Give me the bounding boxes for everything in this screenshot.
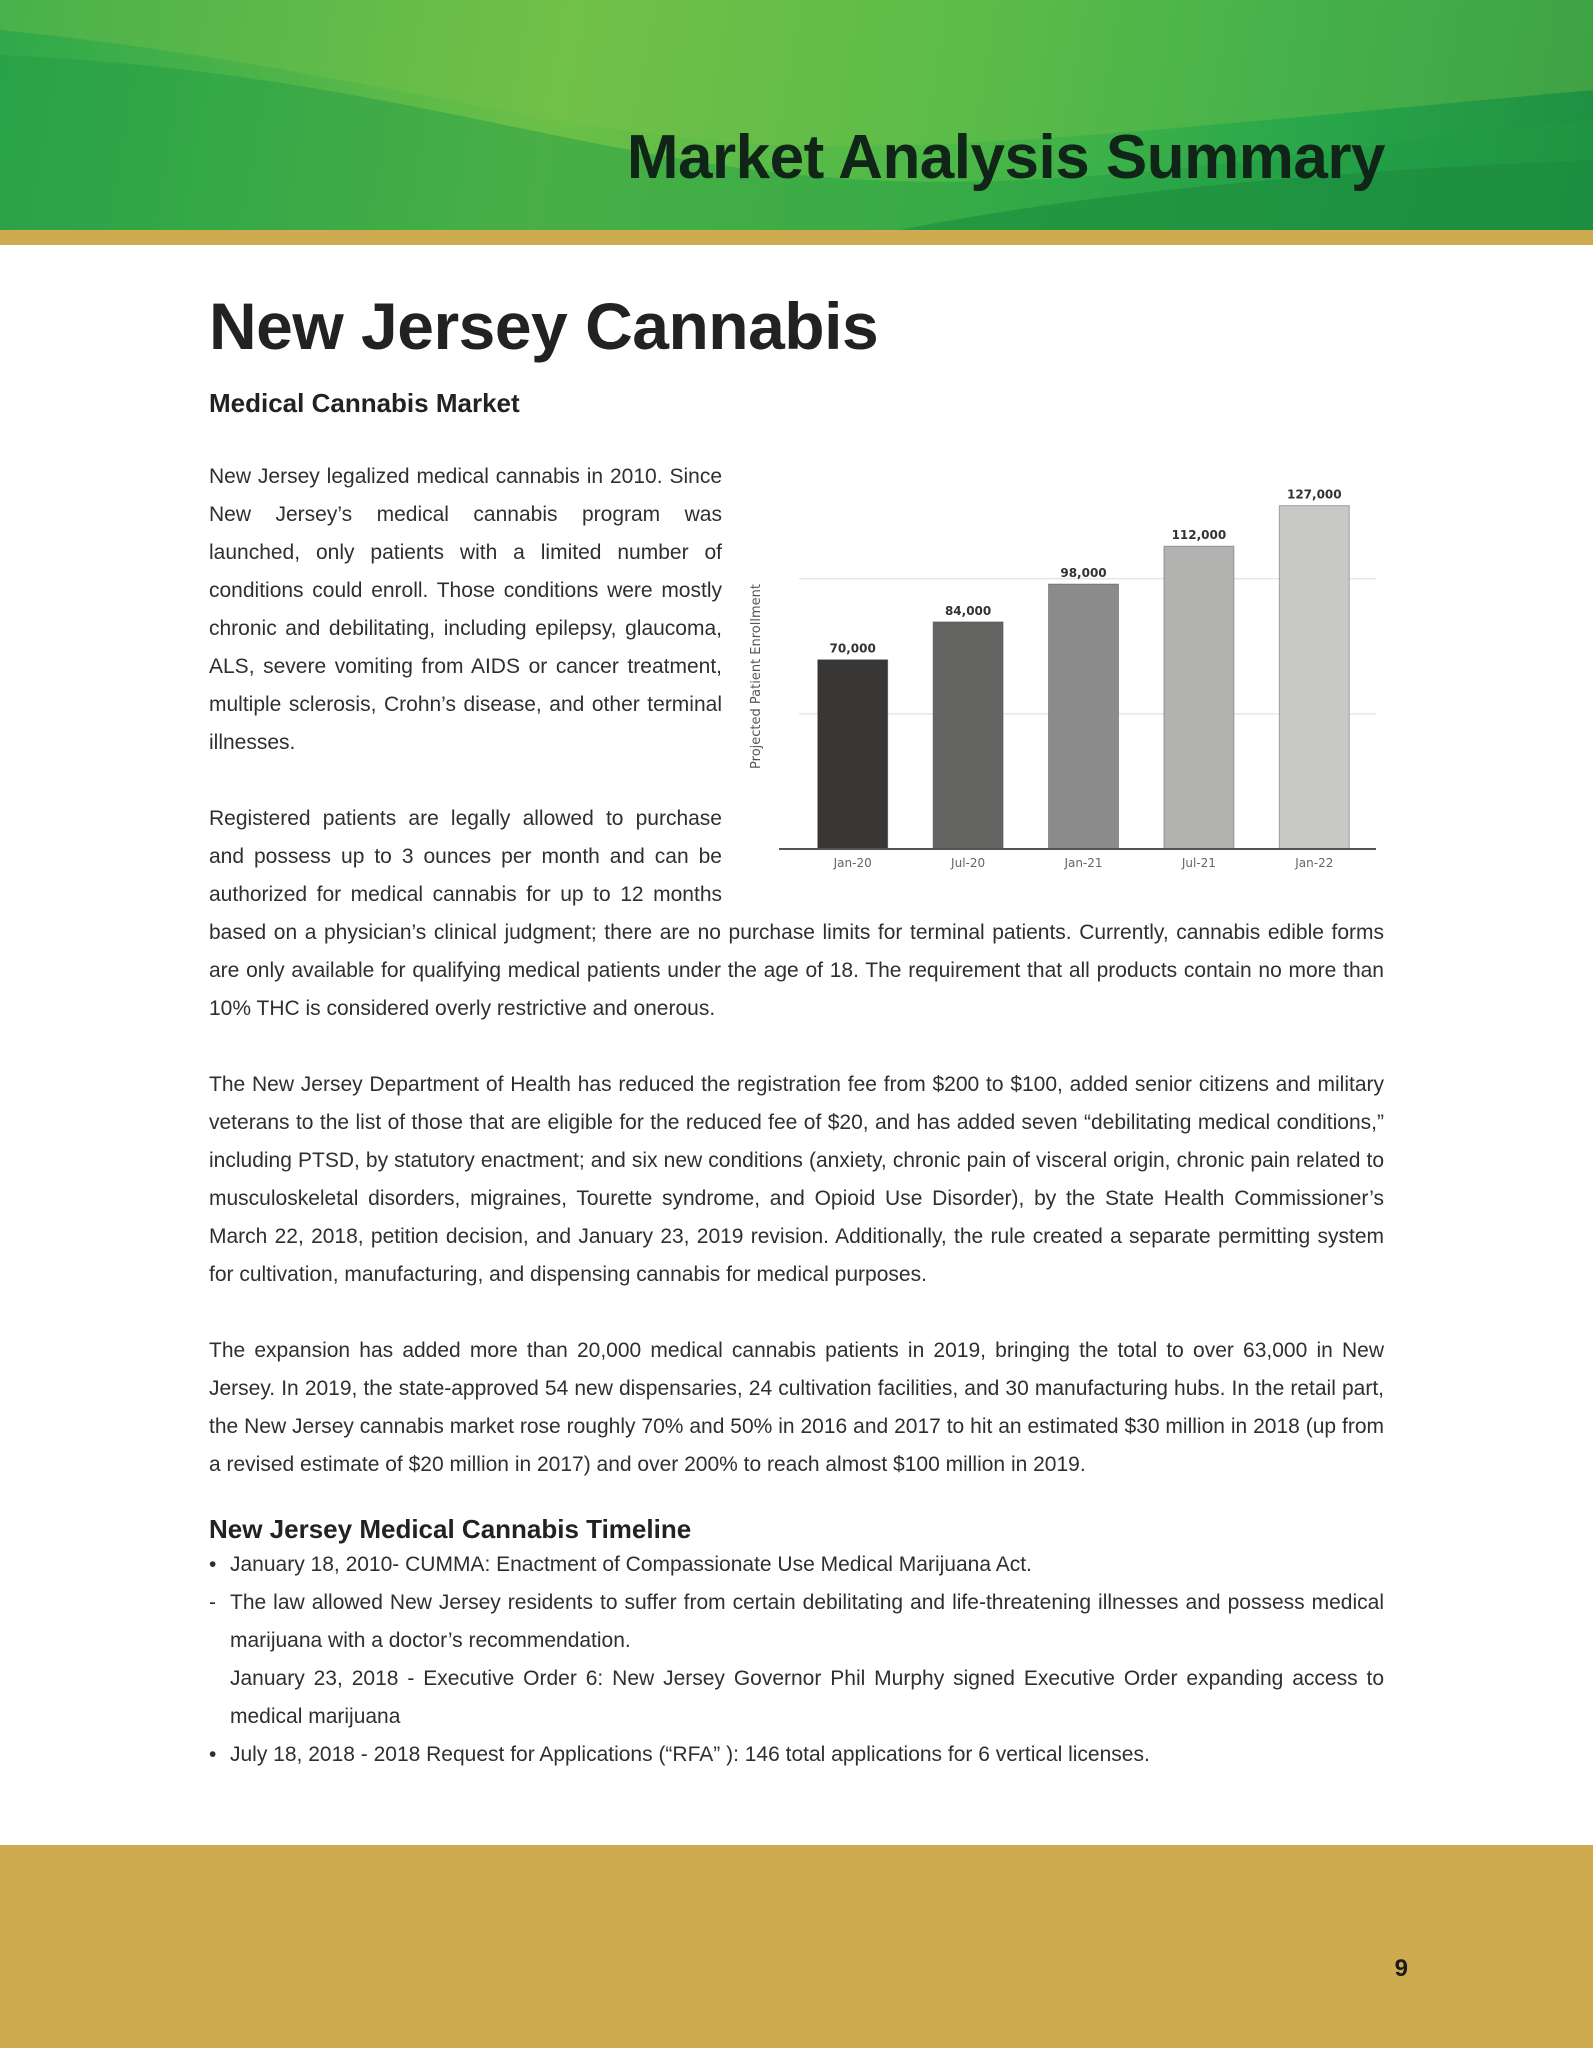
chart-svg [744,464,1394,894]
paragraph-1: New Jersey legalized medical cannabis in 2010. Since New Jersey’s medical cannabis program was launched, only patients with a limited number of conditions could enroll. Those conditions were mostly chronic and debilitating, including epilepsy, glaucoma, ALS, severe vomiting from AIDS or cancer treatment, multiple sclerosis, Crohn’s disease, and other terminal illnesses. [209,465,722,754]
chart-data-label: 112,000 [1171,528,1227,543]
main-content [209,280,1384,1774]
chart-bar [933,622,1003,849]
bullet-marker: • [209,1743,217,1766]
header-wave-decoration [0,0,1593,230]
chart-x-tick-label: Jan-22 [1295,856,1334,870]
chart-bar [818,660,888,849]
timeline-item [209,1736,1384,1774]
chart-data-label: 84,000 [944,603,992,618]
chart-x-tick-label: Jul-21 [1181,856,1216,870]
chart-y-axis-label: Projected Patient Enrollment [749,584,764,769]
timeline-item-text: The law allowed New Jersey residents to suffer from certain debilitating and life-threatening illnesses and possess medical marijuana with a doctor’s recommendation. [230,1591,1384,1652]
paragraph-4: The expansion has added more than 20,000 medical cannabis patients in 2019, bringing the total to over 63,000 in New Jersey. In 2019, the state-approved 54 new dispensaries, 24 cultivation facilities, and 30 manufacturing hubs. In the retail part, the New Jersey cannabis market rose roughly 70% and 50% in 2016 and 2017 to hit an estimated $30 million in 2018 (up from a revised estimate of $20 million in 2017) and over 200% to reach almost $100 million in 2019. [209,1339,1384,1476]
timeline-item-text: January 18, 2010- CUMMA: Enactment of Compassionate Use Medical Marijuana Act. [230,1553,1032,1576]
section-heading-medical-market: Medical Cannabis Market [209,388,520,418]
header-gold-stripe [0,230,1593,245]
timeline-item [209,1584,1384,1660]
enrollment-bar-chart [744,464,1394,894]
timeline-item-text: January 23, 2018 - Executive Order 6: New Jersey Governor Phil Murphy signed Executive Order expanding access to medical marijuana [230,1667,1384,1728]
dash-marker: - [209,1591,216,1614]
chart-bar [1164,546,1234,849]
timeline-item-text: July 18, 2018 - 2018 Request for Applications (“RFA” ): 146 total applications for 6 vertical licenses. [230,1743,1150,1766]
chart-data-label: 127,000 [1286,487,1342,502]
header-banner [0,0,1593,230]
section-heading-timeline: New Jersey Medical Cannabis Timeline [209,1514,692,1544]
chart-x-tick-label: Jan-20 [833,856,872,870]
chart-bar [1279,506,1349,849]
chart-x-tick-label: Jul-20 [951,856,986,870]
bullet-marker: • [209,1553,217,1576]
chart-data-label: 70,000 [829,641,876,656]
header-title: Market Analysis Summary [626,123,1385,192]
paragraph-3: The New Jersey Department of Health has reduced the registration fee from $200 to $100, added senior citizens and military veterans to the list of those that are eligible for the reduced fee of $20, and has added seven “debilitating medical conditions,” including PTSD, by statutory enactment; and six new conditions (anxiety, chronic pain of visceral origin, chronic pain related to musculoskeletal disorders, migraines, Tourette syndrome, and Opioid Use Disorder), by the State Health Commissioner’s March 22, 2018, petition decision, and January 23, 2019 revision. Additionally, the rule created a separate permitting system for cultivation, manufacturing, and dispensing cannabis for medical purposes. [209,1073,1384,1286]
chart-data-label: 98,000 [1060,566,1107,581]
timeline-list [209,1546,1384,1774]
chart-bar [1049,584,1119,849]
timeline-item [209,1546,1384,1584]
chart-x-tick-label: Jan-21 [1064,856,1103,870]
timeline-item [209,1660,1384,1736]
paragraph-2: Registered patients are legally allowed to purchase and possess up to 3 ounces per month and can be authorized for medical cannabis for up to 12 months based on a physician’s clinical judgment; there are no purchase limits for terminal patients. Currently, cannabis edible forms are only available for qualifying medical patients under the age of 18. The requirement that all products contain no more than 10% THC is considered overly restrictive and onerous. [209,807,1384,1020]
footer-band [0,1845,1593,2048]
page-number: 9 [1394,1955,1408,1982]
page-title: New Jersey Cannabis [209,289,879,363]
